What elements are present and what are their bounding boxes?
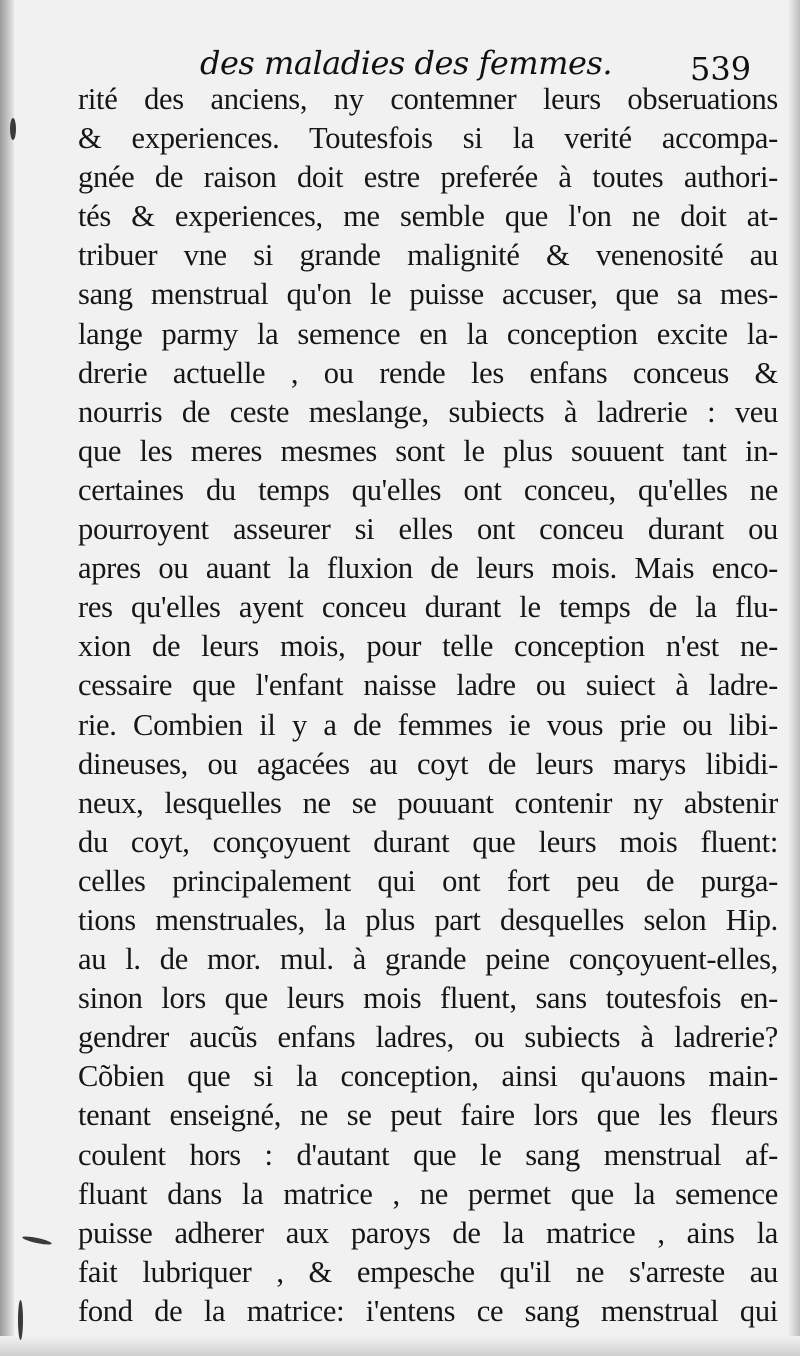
text-line: Cõbien que si la conception, ainsi qu'auons main-	[78, 1059, 778, 1094]
text-line: du coyt, conçoyuent durant que leurs mois fluent:	[78, 824, 778, 859]
page-number: 539	[690, 50, 752, 88]
ink-smudge	[10, 118, 16, 140]
text-line: gnée de raison doit estre preferée à toutes authori-	[78, 160, 778, 195]
text-line: nourris de ceste meslange, subiects à ladrerie : veu	[78, 394, 778, 429]
text-line: coulent hors : d'autant que le sang menstrual af-	[78, 1137, 778, 1172]
running-title: des maladies des femmes.	[200, 44, 613, 82]
text-line: rie. Combien il y a de femmes ie vous prie ou libi-	[78, 707, 778, 742]
text-line: apres ou auant la fluxion de leurs mois. Mais enco-	[78, 551, 778, 586]
text-line: gendrer aucũs enfans ladres, ou subiects à ladrerie?	[78, 1020, 778, 1055]
page-edge-shadow	[788, 0, 800, 1356]
text-line: tés & experiences, me semble que l'on ne doit at-	[78, 199, 778, 234]
text-line: fait lubriquer , & empesche qu'il ne s'arreste au	[78, 1254, 778, 1289]
text-line: certaines du temps qu'elles ont conceu, qu'elles ne	[78, 472, 778, 507]
text-line: lange parmy la semence en la conception excite la-	[78, 316, 778, 351]
text-line: neux, lesquelles ne se pouuant contenir ny abstenir	[78, 785, 778, 820]
body-text	[78, 80, 778, 1331]
text-line: & experiences. Toutesfois si la verité accompa-	[78, 121, 778, 156]
text-line: tions menstruales, la plus part desquelles selon Hip.	[78, 902, 778, 937]
page-gutter-shadow	[0, 0, 14, 1356]
text-line: drerie actuelle , ou rende les enfans conceus &	[78, 355, 778, 390]
text-line: que les meres mesmes sont le plus souuent tant in-	[78, 433, 778, 468]
text-line: fluant dans la matrice , ne permet que la semence	[78, 1176, 778, 1211]
text-line: cessaire que l'enfant naisse ladre ou suiect à ladre-	[78, 668, 778, 703]
text-line: sinon lors que leurs mois fluent, sans toutesfois en-	[78, 981, 778, 1016]
ink-smudge	[18, 1300, 23, 1340]
text-line: res qu'elles ayent conceu durant le temps de la flu-	[78, 590, 778, 625]
text-line: sang menstrual qu'on le puisse accuser, que sa mes-	[78, 277, 778, 312]
text-line: fond de la matrice: i'entens ce sang menstrual qui	[78, 1293, 778, 1328]
text-line: au l. de mor. mul. à grande peine conçoyuent-elles,	[78, 942, 778, 977]
text-line: pourroyent asseurer si elles ont conceu durant ou	[78, 512, 778, 547]
text-line: tribuer vne si grande malignité & venenosité au	[78, 238, 778, 273]
text-line: dineuses, ou agacées au coyt de leurs marys libidi-	[78, 746, 778, 781]
ink-smudge	[22, 1235, 52, 1246]
text-line: xion de leurs mois, pour telle conception n'est ne-	[78, 629, 778, 664]
text-line: rité des anciens, ny contemner leurs obseruations	[78, 82, 778, 116]
text-line: celles principalement qui ont fort peu de purga-	[78, 863, 778, 898]
page-bottom-shadow	[0, 1336, 800, 1356]
text-line: tenant enseigné, ne se peut faire lors que les fleurs	[78, 1098, 778, 1133]
text-line: puisse adherer aux paroys de la matrice , ains la	[78, 1215, 778, 1250]
